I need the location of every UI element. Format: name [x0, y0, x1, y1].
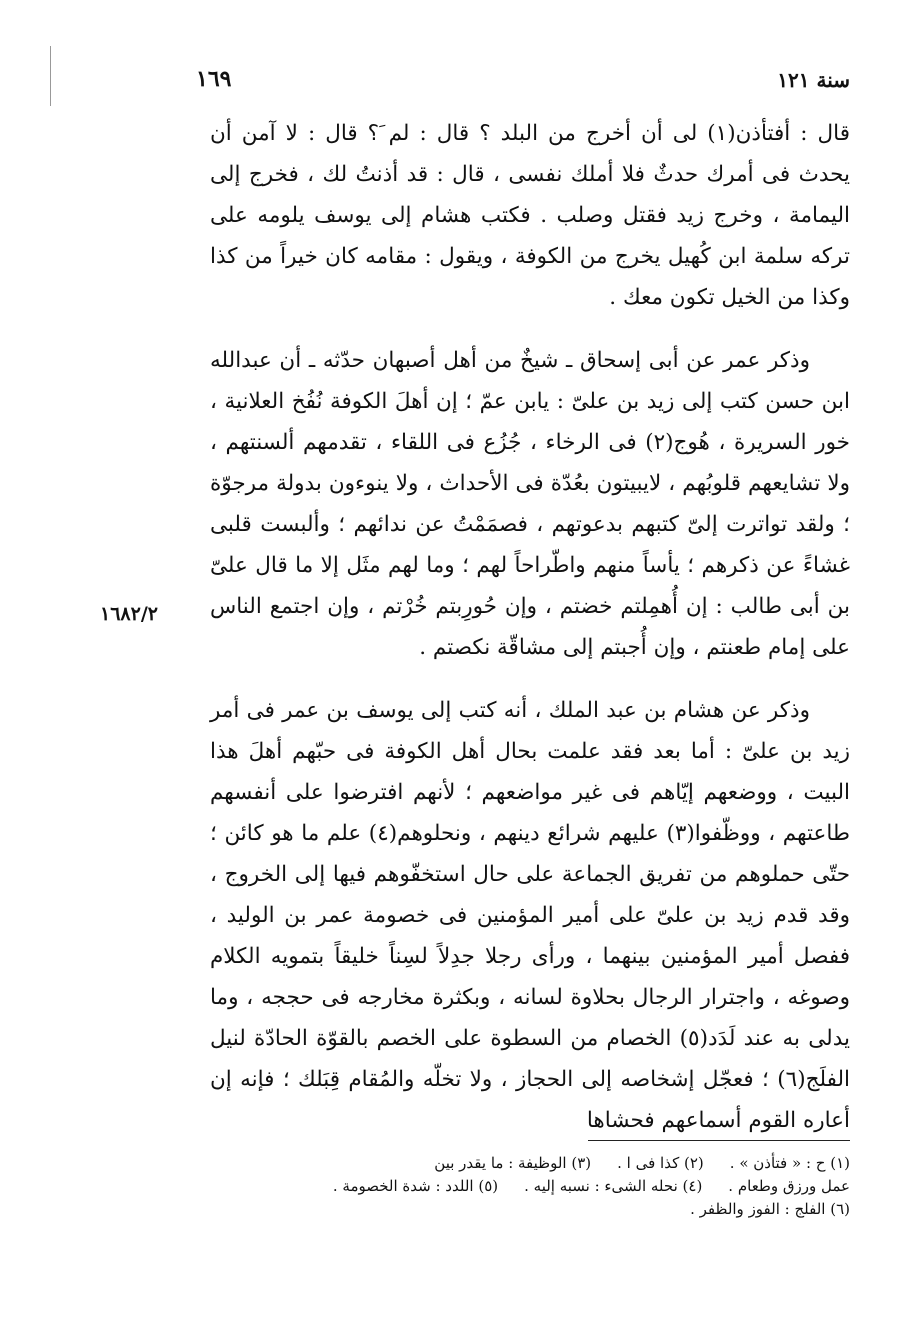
body-text — [210, 113, 850, 1141]
footnote-line-2 — [210, 1175, 850, 1198]
paragraph-1: قال : أفتأذن(١) لى أن أخرج من البلد ؟ قال : لم َ؟ قال : لا آمن أن يحدث فى أمرك حدثٌ فلا أملك نفسى ، قال : قد أذنتُ لك ، فخرج إلى اليمامة ، وخرج زيد فقتل وصلب . فكتب هشام إلى يوسف يلومه على تركه سلمة ابن كُهيل يخرج من الكوفة ، ويقول : مقامه كان خيراً من كذا وكذا من الخيل تكون معك . — [210, 121, 850, 310]
paragraph-2: وذكر عمر عن أبى إسحاق ـ شيخٌ من أهل أصبهان حدّثه ـ أن عبدالله ابن حسن كتب إلى زيد بن علىّ : يابن عمّ ؛ إن أهلَ الكوفة نُفُخ العلانية ، خور السريرة ، هُوج(٢) فى الرخاء ، جُزُع فى اللقاء ، تقدمهم ألسنتهم ، ولا تشايعهم قلوبُهم ، لايبيتون بعُدّة فى الأحداث ، ولا ينوءون بدولة مرجوّة ؛ ولقد تواترت إلىّ كتبهم بدعوتهم ، فصمَمْتُ عن ندائهم ؛ وألبست قلبى غشاءً عن ذكرهم ؛ يأساً منهم واطّراحاً لهم ؛ وما لهم مثَل إلا ما قال علىّ بن أبى طالب : إن أُهمِلتم خضتم ، وإن حُورِبتم خُرْتم ، وإن اجتمع الناس على إمام طعنتم ، وإن أُجبتم إلى مشاقّة نكصتم . — [210, 348, 850, 660]
footnote-divider — [588, 1140, 850, 1141]
scan-edge-line — [50, 46, 51, 106]
footnote-3-continued: عمل ورزق وطعام . — [728, 1177, 850, 1195]
margin-reference: ١٦٨٢/٢ — [100, 603, 158, 625]
page-number: ١٦٩ — [196, 66, 232, 92]
footnote-6: (٦) الفلج : الفوز والظفر . — [690, 1200, 850, 1218]
footnote-1: (١) ح : « فتأذن » . — [729, 1154, 850, 1172]
footnotes — [210, 1152, 850, 1221]
footnote-4: (٤) نحله الشىء : نسبه إليه . — [524, 1177, 703, 1195]
footnote-line-3 — [210, 1198, 850, 1221]
footnote-5: (٥) اللدد : شدة الخصومة . — [332, 1177, 499, 1195]
footnote-line-1 — [210, 1152, 850, 1175]
footnote-2: (٢) كذا فى ا . — [617, 1154, 704, 1172]
running-head: سنة ١٢١ — [777, 68, 850, 92]
paragraph-3: وذكر عن هشام بن عبد الملك ، أنه كتب إلى يوسف بن عمر فى أمر زيد بن علىّ : أما بعد فقد علمت بحال أهل الكوفة فى حبّهم أهلَ هذا البيت ، ووضعهم إيّاهم فى غير مواضعهم ؛ لأنهم افترضوا على أنفسهم طاعتهم ، ووظّفوا(٣) عليهم شرائع دينهم ، ونحلوهم(٤) علم ما هو كائن ؛ حتّى حملوهم من تفريق الجماعة على حال استخفّوهم فيها إلى الخروج ، وقد قدم زيد بن علىّ على أمير المؤمنين فى خصومة عمر بن الوليد ، ففصل أمير المؤمنين بينهما ، ورأى رجلا جدِلاً لسِناً خليقاً بتمويه الكلام وصوغه ، واجترار الرجال بحلاوة لسانه ، وبكثرة مخارجه فى حججه ، وما يدلى به عند لَدَد(٥) الخصام من السطوة على الخصم بالقوّة الحادّة لنيل الفلَج(٦) ؛ فعجّل إشخاصه إلى الحجاز ، ولا تخلّه والمُقام قِبَلك ؛ فإنه إن أعاره القوم أسماعهم فحشاها — [210, 698, 850, 1133]
footnote-3: (٣) الوظيفة : ما يقدر بين — [434, 1154, 592, 1172]
